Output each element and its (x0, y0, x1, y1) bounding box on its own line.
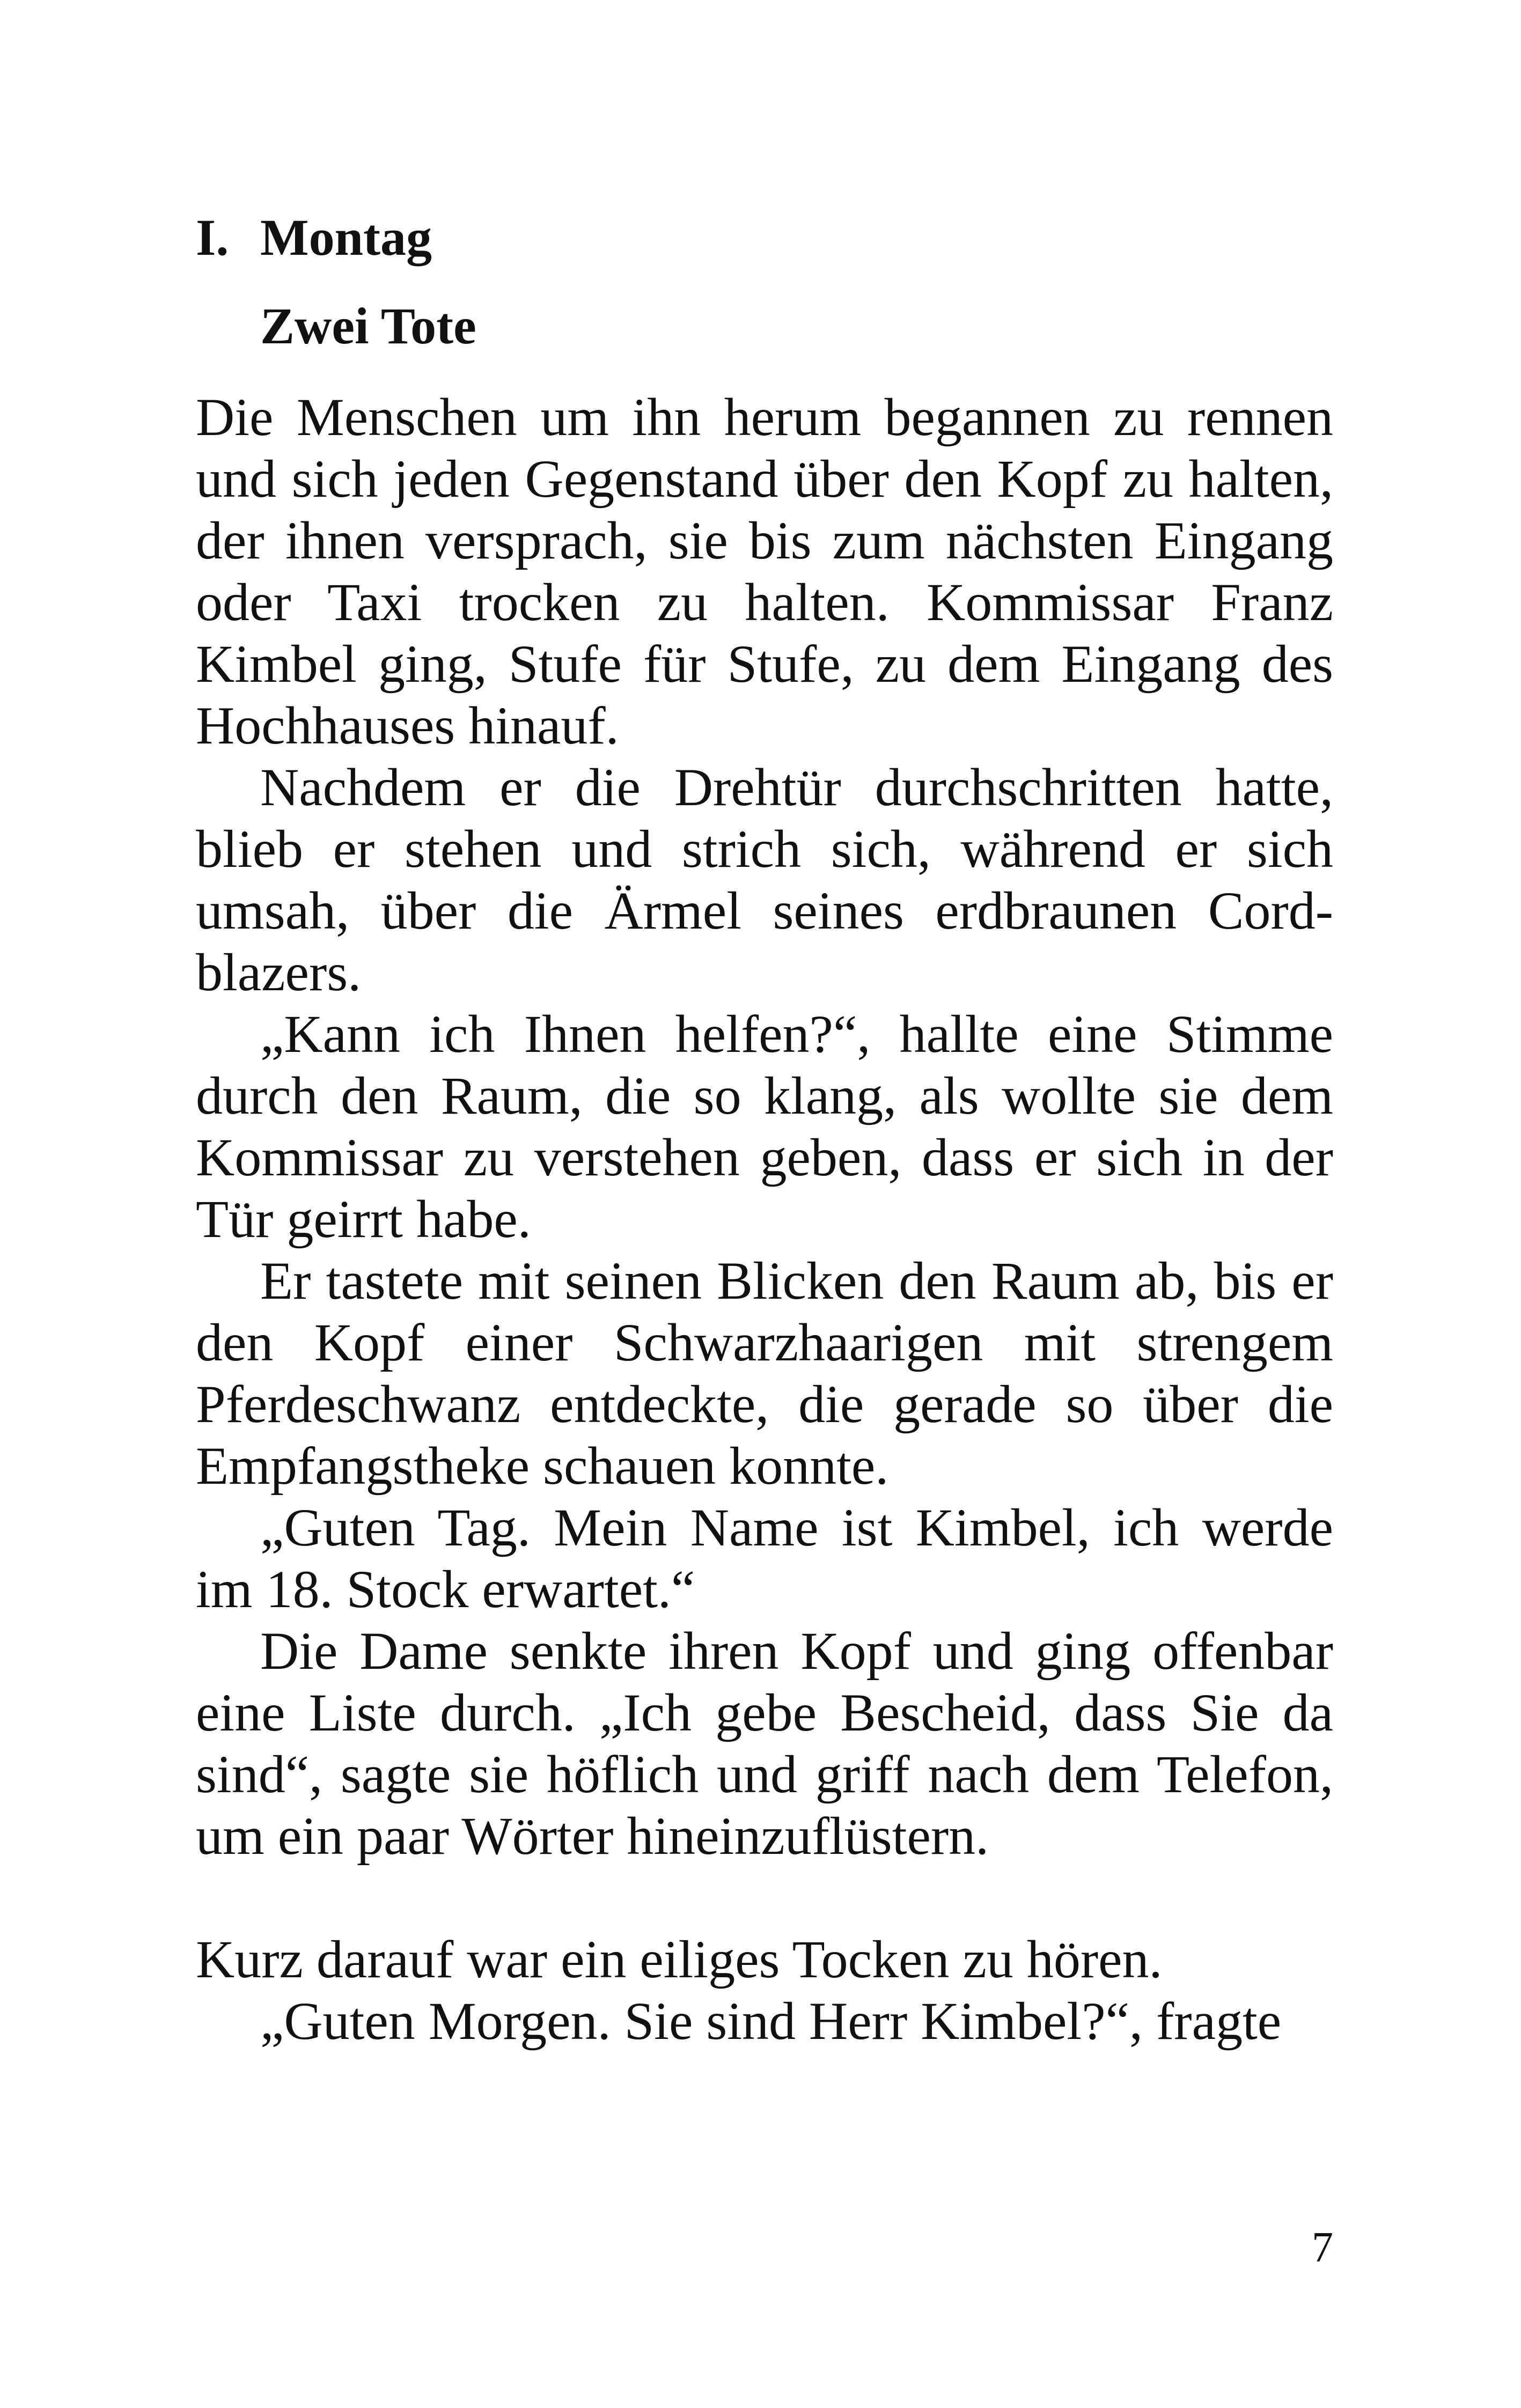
paragraph: Die Menschen um ihn herum begannen zu rennen und sich jeden Gegenstand über den Kopf zu halten, der ihnen versprach, sie bis zum nächsten Eingang oder Taxi trocken zu halten. Kommissar Franz Kimbel ging, Stufe für Stufe, zu dem Eingang des Hochhauses hinauf. (196, 387, 1333, 755)
section-heading: Zwei Tote (260, 297, 476, 355)
body-text (196, 386, 1333, 2052)
paragraph: Nachdem er die Drehtür durchschritten hatte, blieb er stehen und strich sich, während er sich umsah, über die Ärmel seines erdbraunen Cordblazers. (196, 757, 1333, 1002)
chapter-number: I. (196, 209, 229, 266)
chapter-heading (196, 209, 432, 266)
page-number: 7 (1312, 2224, 1333, 2271)
paragraph: „Guten Morgen. Sie sind Herr Kimbel?“, fragte (260, 1991, 1282, 2051)
chapter-title: Montag (260, 209, 432, 266)
paragraph: Kurz darauf war ein eiliges Tocken zu hören. (196, 1930, 1163, 1989)
paragraph: Er tastete mit seinen Blicken den Raum ab, bis er den Kopf einer Schwarzhaarigen mit strengem Pferdeschwanz entdeckte, die gerade so über die Empfangstheke schauen konnte. (196, 1251, 1333, 1496)
paragraph: Die Dame senkte ihren Kopf und ging offenbar eine Liste durch. „Ich gebe Bescheid, dass Sie da sind“, sagte sie höflich und griff nach dem Telefon, um ein paar Wörter hineinzuflüstern. (196, 1621, 1333, 1866)
paragraph: „Kann ich Ihnen helfen?“, hallte eine Stimme durch den Raum, die so klang, als wollte sie dem Kommissar zu verstehen geben, dass er sich in der Tür geirrt habe. (196, 1004, 1333, 1249)
paragraph: „Guten Tag. Mein Name ist Kimbel, ich werde im 18. Stock erwartet.“ (196, 1498, 1333, 1619)
